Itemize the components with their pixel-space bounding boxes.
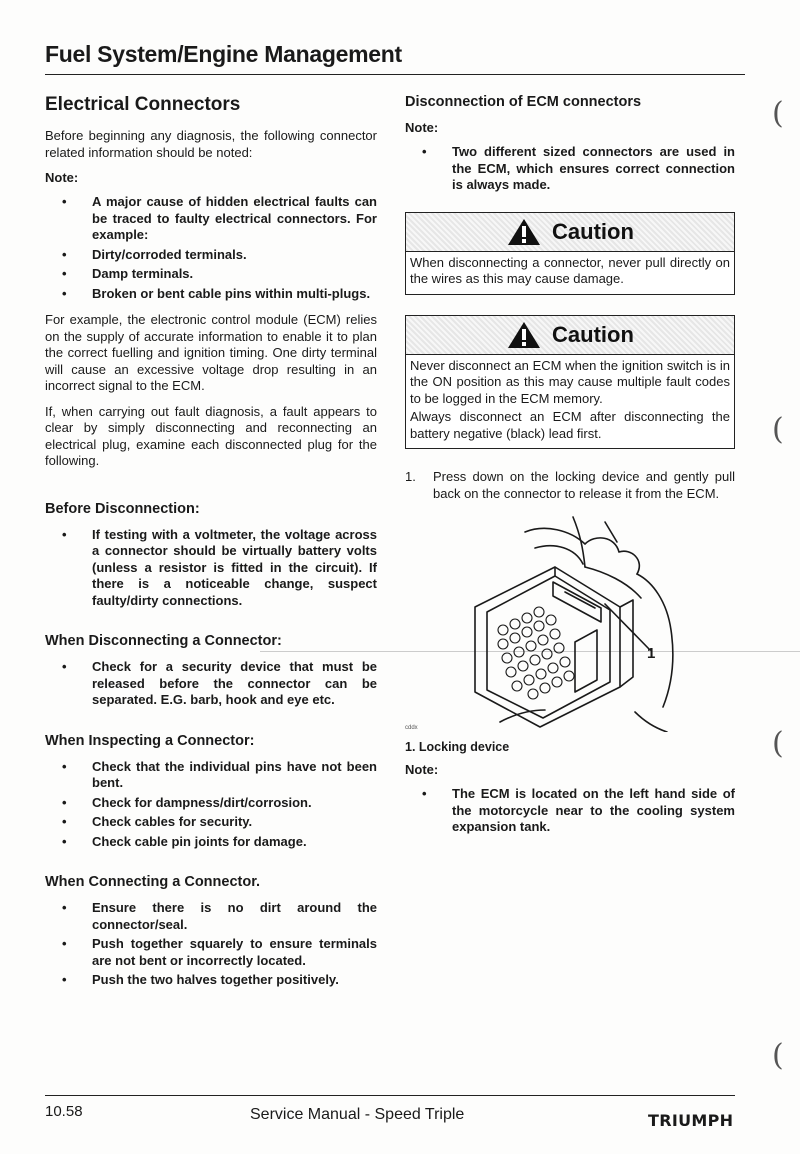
body-paragraph: For example, the electronic control module (ECM) relies on the supply of accurate information to enable it to plan the correct fuelling and ignition timing. One dirty terminal will cause an excessive voltage drop resulting in an incorrect signal to the ECM.	[45, 312, 377, 393]
ecm-location-note	[405, 786, 735, 836]
footer-rule	[45, 1095, 735, 1096]
page-number: 10.58	[45, 1103, 83, 1120]
list-item: • If testing with a voltmeter, the voltage across a connector should be virtually battery volts (unless a resistor is fitted in the circuit). If there is a noticeable change, suspect faulty/dirty connections.	[45, 527, 377, 610]
figure-caption: 1. Locking device	[405, 740, 510, 754]
note-item: • Broken or bent cable pins within multi-plugs.	[45, 286, 377, 303]
header-rule	[45, 74, 745, 75]
procedure-steps	[405, 469, 735, 502]
inspecting-list	[45, 759, 377, 851]
procedure-step	[405, 469, 735, 502]
right-column	[405, 94, 735, 846]
caution-text: When disconnecting a connector, never pull directly on the wires as this may cause damage.	[410, 254, 730, 286]
caution-body	[406, 252, 734, 294]
caution-header	[406, 213, 734, 252]
ecm-note-list	[405, 144, 735, 194]
caution-box	[405, 315, 735, 450]
list-item: • Check for dampness/dirt/corrosion.	[45, 795, 377, 812]
caution-title: Caution	[552, 218, 634, 244]
note-item: • Damp terminals.	[45, 266, 377, 283]
note-label: Note:	[405, 120, 439, 135]
caution-body	[406, 355, 734, 449]
list-item: • Check cables for security.	[45, 814, 377, 831]
page-title: Fuel System/Engine Management	[45, 41, 402, 67]
disconnecting-list	[45, 659, 377, 709]
callout-number: 1	[647, 645, 656, 662]
left-column	[45, 94, 377, 999]
note-item: • A major cause of hidden electrical faults can be traced to faulty electrical connectors. For example:	[45, 194, 377, 244]
ecm-connector-illustration	[405, 512, 735, 732]
list-item: • Push together squarely to ensure terminals are not bent or incorrectly located.	[45, 936, 377, 969]
caution-title: Caution	[552, 321, 634, 347]
subheading-before-disconnection: Before Disconnection:	[45, 500, 200, 517]
warning-triangle-icon	[506, 320, 542, 350]
note-label: Note:	[405, 762, 439, 777]
subheading-when-inspecting: When Inspecting a Connector:	[45, 732, 255, 749]
list-item: • Check cable pin joints for damage.	[45, 834, 377, 851]
section-heading-ecm-disconnection: Disconnection of ECM connectors	[405, 94, 642, 110]
connector-drawing	[405, 512, 735, 732]
note-item: • Two different sized connectors are used in the ECM, which ensures correct connection is always made.	[405, 144, 735, 194]
brand-logo: TRIUMPH	[648, 1111, 734, 1130]
body-paragraph: If, when carrying out fault diagnosis, a fault appears to clear by simply disconnecting and reconnecting an electrical plug, examine each disconnected plug for the following.	[45, 403, 377, 468]
note-list	[45, 194, 377, 302]
caution-text: Always disconnect an ECM after disconnecting the battery negative (black) lead first.	[410, 409, 730, 441]
intro-paragraph: Before beginning any diagnosis, the following connector related information should be noted:	[45, 128, 377, 160]
note-item: • The ECM is located on the left hand side of the motorcycle near to the cooling system expansion tank.	[405, 786, 735, 836]
warning-triangle-icon	[506, 217, 542, 247]
section-heading-electrical-connectors: Electrical Connectors	[45, 94, 241, 115]
caution-box	[405, 212, 735, 295]
caution-header	[406, 316, 734, 355]
figure-code: cddx	[405, 725, 418, 731]
binder-hole-mark: (	[772, 726, 784, 761]
connecting-list	[45, 900, 377, 989]
binder-hole-mark: (	[772, 412, 784, 447]
before-disconnection-list	[45, 527, 377, 610]
subheading-when-connecting: When Connecting a Connector.	[45, 874, 261, 890]
caution-text: Never disconnect an ECM when the ignition switch is in the ON position as this may cause multiple fault codes to be logged in the ECM memory.	[410, 357, 730, 406]
step-number: 1.	[405, 469, 416, 484]
list-item: • Push the two halves together positively.	[45, 972, 377, 989]
note-label: Note:	[45, 170, 79, 185]
list-item: • Ensure there is no dirt around the connector/seal.	[45, 900, 377, 933]
binder-hole-mark: (	[772, 96, 784, 131]
list-item: • Check for a security device that must be released before the connector can be separated. E.G. barb, hook and eye etc.	[45, 659, 377, 709]
step-text: Press down on the locking device and gently pull back on the connector to release it from the ECM.	[433, 469, 735, 501]
note-item: • Dirty/corroded terminals.	[45, 247, 377, 264]
subheading-when-disconnecting: When Disconnecting a Connector:	[45, 633, 282, 649]
list-item: • Check that the individual pins have not been bent.	[45, 759, 377, 792]
footer-title: Service Manual - Speed Triple	[250, 1106, 465, 1123]
binder-hole-mark: (	[772, 1038, 784, 1073]
